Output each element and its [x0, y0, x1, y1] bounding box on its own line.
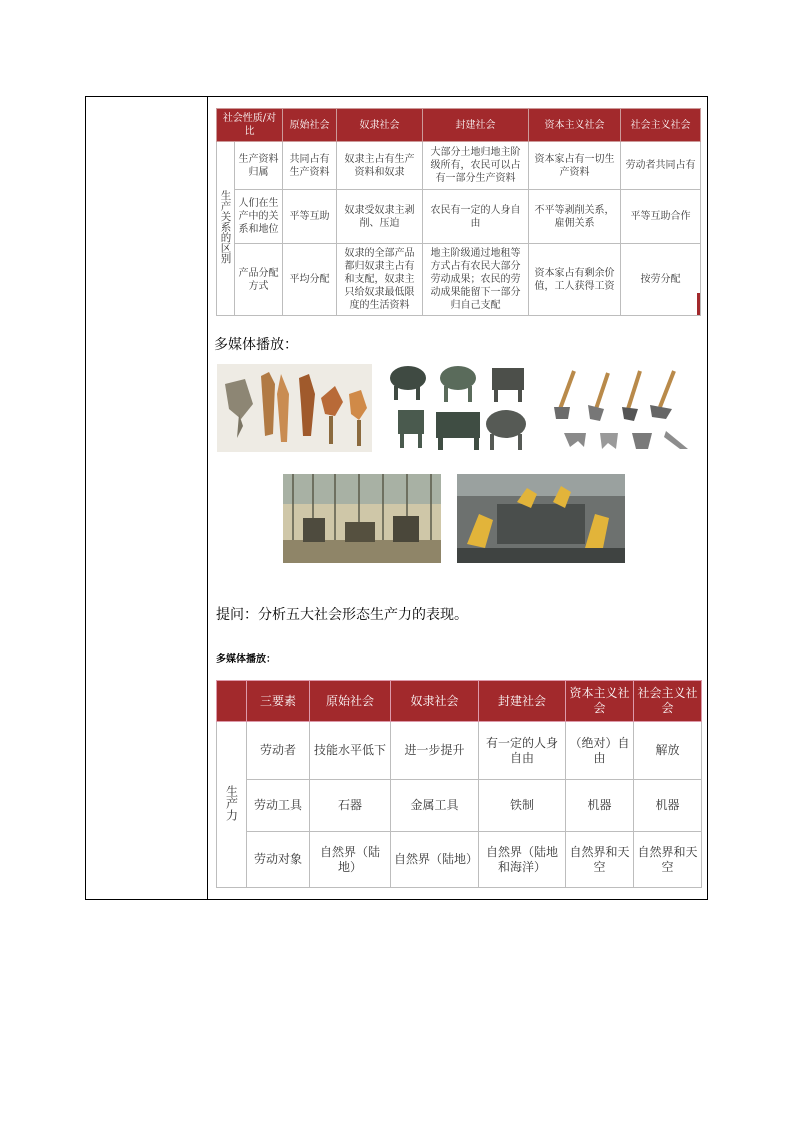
table-cell: 奴隶主占有生产资料和奴隶 — [337, 142, 423, 190]
multimedia-label: 多媒体播放： — [214, 337, 298, 353]
industrial-workshop-image — [283, 474, 441, 563]
header-cell: 社会性质/对比 — [217, 109, 283, 142]
table-cell: 大部分土地归地主阶级所有，农民可以占有一部分生产资料 — [423, 142, 529, 190]
table-row — [217, 142, 701, 190]
header-cell: 社会主义社会 — [621, 109, 701, 142]
table-row — [217, 780, 702, 832]
header-cell: 社会主义社会 — [634, 681, 702, 722]
header-cell: 封建社会 — [479, 681, 566, 722]
row-label: 人们在生产中的关系和地位 — [235, 190, 283, 244]
table-cell: 资本家占有一切生产资料 — [529, 142, 621, 190]
table-cell: （绝对）自由 — [566, 722, 634, 780]
group-label-cell — [217, 722, 247, 888]
table-cell: 石器 — [310, 780, 391, 832]
table-row — [217, 722, 702, 780]
header-cell: 资本主义社会 — [566, 681, 634, 722]
table-cell: 资本家占有剩余价值，工人获得工资 — [529, 244, 621, 316]
table-cell: 技能水平低下 — [310, 722, 391, 780]
header-cell: 原始社会 — [283, 109, 337, 142]
table-cell: 铁制 — [479, 780, 566, 832]
table-row — [217, 832, 702, 888]
table-row — [217, 190, 701, 244]
table-cell: 解放 — [634, 722, 702, 780]
table-cell: 奴隶的全部产品都归奴隶主占有和支配，奴隶主只给奴隶最低限度的生活资料 — [337, 244, 423, 316]
table-cell: 地主阶级通过地租等方式占有农民大部分劳动成果；农民的劳动成果能留下一部分归自己支配 — [423, 244, 529, 316]
header-cell: 奴隶社会 — [337, 109, 423, 142]
row-label: 产品分配方式 — [235, 244, 283, 316]
table-cell: 自然界（陆地和海洋） — [479, 832, 566, 888]
table-cell: 机器 — [566, 780, 634, 832]
group-label: 生产关系的区别 — [219, 189, 232, 264]
table-cell: 自然界（陆地） — [310, 832, 391, 888]
table-cell: 平均分配 — [283, 244, 337, 316]
table-cell: 平等互助合作 — [621, 190, 701, 244]
robot-assembly-line-image — [457, 474, 625, 563]
header-cell: 封建社会 — [423, 109, 529, 142]
table-header-row — [217, 109, 701, 142]
productive-forces-table — [216, 680, 702, 888]
table-header-row — [217, 681, 702, 722]
header-cell: 资本主义社会 — [529, 109, 621, 142]
frame-divider — [207, 97, 208, 899]
header-cell-blank — [217, 681, 247, 722]
table-cell: 自然界和天空 — [634, 832, 702, 888]
table-edge-accent — [697, 293, 700, 315]
table-cell: 进一步提升 — [391, 722, 479, 780]
stone-tools-image — [217, 364, 372, 452]
row-label: 劳动对象 — [247, 832, 310, 888]
header-cell: 奴隶社会 — [391, 681, 479, 722]
bronze-vessels-image — [386, 362, 534, 454]
iron-tools-image — [548, 363, 700, 453]
header-cell: 三要素 — [247, 681, 310, 722]
table-row — [217, 244, 701, 316]
table-cell: 金属工具 — [391, 780, 479, 832]
table-cell: 机器 — [634, 780, 702, 832]
group-label-cell — [217, 142, 235, 316]
table-cell: 按劳分配 — [621, 244, 701, 316]
header-cell: 原始社会 — [310, 681, 391, 722]
table-cell: 农民有一定的人身自由 — [423, 190, 529, 244]
table-cell: 平等互助 — [283, 190, 337, 244]
table-cell: 劳动者共同占有 — [621, 142, 701, 190]
row-label: 劳动者 — [247, 722, 310, 780]
multimedia-label: 多媒体播放： — [216, 654, 276, 665]
table-cell: 自然界和天空 — [566, 832, 634, 888]
production-relations-table — [216, 108, 701, 316]
table-cell: 有一定的人身自由 — [479, 722, 566, 780]
group-label: 生产力 — [224, 784, 239, 821]
question-text: 提问：分析五大社会形态生产力的表现。 — [216, 607, 468, 623]
table-cell: 自然界（陆地） — [391, 832, 479, 888]
table-cell: 不平等剥削关系，雇佣关系 — [529, 190, 621, 244]
table-cell: 共同占有生产资料 — [283, 142, 337, 190]
row-label: 劳动工具 — [247, 780, 310, 832]
row-label: 生产资料归属 — [235, 142, 283, 190]
table-cell: 奴隶受奴隶主剥削、压迫 — [337, 190, 423, 244]
